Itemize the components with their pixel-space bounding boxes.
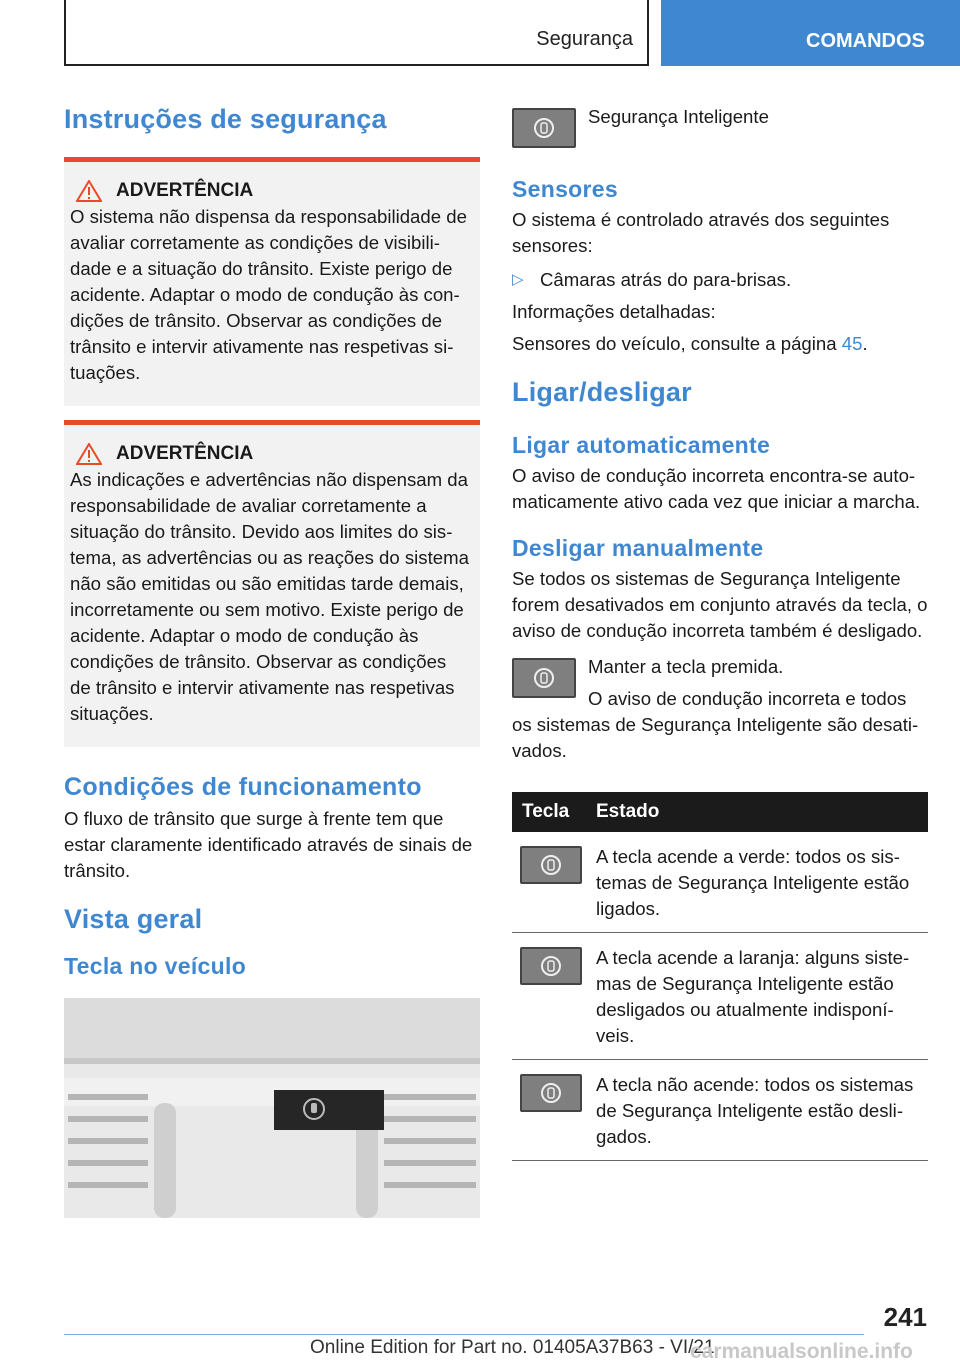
sensors-bullet-text: Câmaras atrás do para-brisas. [540, 269, 792, 290]
table-row [512, 1060, 928, 1161]
table-cell-state: A tecla não acende: todos os sistemas de Segurança Inteligente estão desligados. [596, 1060, 928, 1161]
key-caption: Segurança Inteligente [588, 106, 769, 127]
section-title-conditions: Condições de funcionamento [64, 773, 422, 801]
header-section-title: Segurança [536, 28, 633, 50]
header-chapter-label: COMANDOS [806, 30, 925, 52]
key-state-table [512, 792, 928, 1161]
details-text-suffix: . [862, 333, 868, 354]
section-title-manual: Desligar manualmente [512, 535, 764, 561]
table-row [512, 832, 928, 933]
details-label: Informações detalhadas: [512, 301, 716, 322]
table-header-row [512, 792, 928, 832]
footer-watermark: carmanualsonline.info [690, 1340, 913, 1362]
warning-label-1: ADVERTÊNCIA [116, 180, 254, 201]
hold-text-2b: os sistemas de Segurança Inteligente são desativados. [512, 714, 919, 761]
intelligent-safety-key-icon [512, 108, 576, 148]
table-cell-state: A tecla acende a verde: todos os sistemas de Segurança Inteligente estão ligados. [596, 832, 928, 933]
warning-box-1 [64, 157, 480, 406]
warning-triangle-icon [76, 180, 102, 202]
conditions-text: O fluxo de trânsito que surge à frente tem que estar claramente identificado através de sinais de trânsito. [64, 808, 473, 881]
auto-text: O aviso de condução incorreta encontra-se automaticamente ativo cada vez que iniciar a marcha. [512, 465, 921, 512]
sensors-text: O sistema é controlado através dos seguintes sensores: [512, 209, 890, 256]
intelligent-safety-key-icon [520, 846, 582, 884]
table-header-key: Tecla [512, 792, 596, 832]
right-column [512, 96, 928, 1161]
page-link[interactable]: 45 [841, 333, 863, 354]
warning-text-2: As indicações e advertências não dispensam da responsabilidade de avaliar corretamente a situação do trânsito. Devido aos limites do sistema, as advertências ou as reações do sistema não são emitidas ou são emitidas tarde demais, incorretamente ou sem motivo. Existe perigo de acidente. Adaptar o modo de condução às condições de trânsito. Observar as condições de trânsito e intervir ativamente nas respetivas situações. [70, 469, 469, 724]
header-chapter-tab[interactable] [661, 0, 960, 66]
manual-text: Se todos os sistemas de Segurança Inteligente forem desativados em conjunto através da tecla, o aviso de condução incorreta também é desligado. [512, 568, 928, 641]
intelligent-safety-key-icon [520, 947, 582, 985]
header-section-box [64, 0, 649, 66]
footer-divider [64, 1334, 864, 1335]
intelligent-safety-key-icon [520, 1074, 582, 1112]
warning-triangle-icon [76, 443, 102, 465]
section-title-vehicle-key: Tecla no veículo [64, 953, 247, 979]
intelligent-safety-key-icon [512, 658, 576, 698]
table-cell-state: A tecla acende a laranja: alguns sistemas de Segurança Inteligente estão desligados ou atualmente indisponíveis. [596, 933, 928, 1060]
warning-text-1: O sistema não dispensa da responsabilidade de avaliar corretamente as condições de visibilidade e a situação do trânsito. Existe perigo de acidente. Adaptar o modo de condução às condições de trânsito. Observar as condições de trânsito e intervir ativamente nas respetivas situações. [70, 206, 467, 383]
bullet-arrow-icon: ▷ [512, 271, 524, 288]
section-title-sensors: Sensores [512, 176, 618, 202]
section-title-overview: Vista geral [64, 904, 203, 934]
dashboard-key-illustration [64, 998, 480, 1218]
section-title-safety: Instruções de segurança [64, 104, 387, 134]
hold-text-2a: O aviso de condução incorreta e todos [588, 688, 907, 709]
hold-text: Manter a tecla premida. [588, 656, 784, 677]
footer-edition: Online Edition for Part no. 01405A37B63 - VI/21 [310, 1337, 715, 1358]
left-column [64, 96, 480, 1218]
table-header-state: Estado [596, 792, 928, 832]
details-text-prefix: Sensores do veículo, consulte a página [512, 333, 842, 354]
warning-box-2 [64, 420, 480, 747]
table-row [512, 933, 928, 1060]
details-text [512, 331, 928, 357]
section-title-onoff: Ligar/desligar [512, 377, 692, 407]
warning-label-2: ADVERTÊNCIA [116, 443, 254, 464]
sensors-list-item [512, 267, 928, 293]
page-number: 241 [883, 1302, 927, 1332]
section-title-auto: Ligar automaticamente [512, 432, 771, 458]
